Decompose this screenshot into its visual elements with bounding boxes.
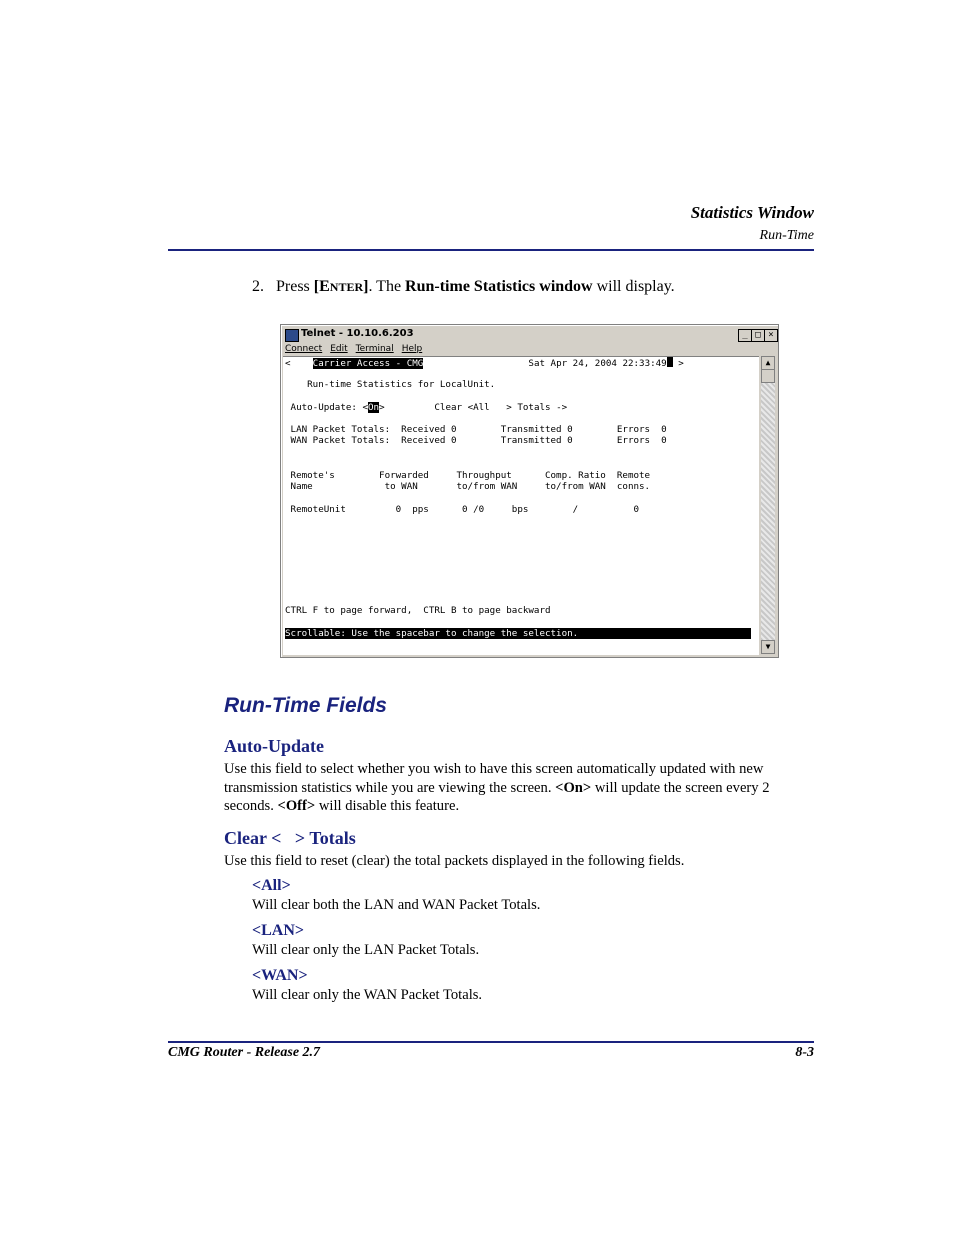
option-wan-desc: Will clear only the WAN Packet Totals. [252,987,483,1003]
menu-edit[interactable]: Edit [330,344,348,354]
terminal-line: Run-time Statistics for LocalUnit. [285,379,496,390]
scroll-down-icon[interactable]: ▼ [761,640,775,654]
system-tag: Carrier Access - CMG [312,358,424,369]
wan-totals-line: WAN Packet Totals: Received 0 Transmitted 0 Errors 0 [285,435,667,446]
option-lan-desc: Will clear only the LAN Packet Totals. [252,942,480,958]
table-header-line: Remote's Forwarded Throughput Comp. Ratio Remote [285,470,651,481]
maximize-button[interactable]: □ [751,329,765,342]
option-lan-label: <LAN> [252,922,305,939]
auto-update-paragraph: Use this field to select whether you wish to have this screen automatically updated with new transmission statistics while you are viewing the screen. <On> will update the screen every 2 seconds. <Off> will disable this feature. [224,761,770,814]
footer-rule [168,1041,814,1043]
minimize-button[interactable]: _ [738,329,752,342]
header-rule [168,249,814,251]
auto-update-heading: Auto-Update [224,736,325,756]
running-header-title: Statistics Window [690,203,814,222]
auto-update-line: Auto-Update: <On> Clear <All > Totals -> [285,402,568,413]
step-instruction: 2. Press [ENTER]. The Run-time Statistics window will display. [252,278,675,295]
terminal-screen[interactable] [283,356,759,655]
scroll-thumb[interactable] [761,369,775,383]
clear-totals-paragraph: Use this field to reset (clear) the total packets displayed in the following fields. [224,853,685,869]
status-bar: Scrollable: Use the spacebar to change the selection. [285,628,751,639]
menu-help[interactable]: Help [401,344,423,354]
telnet-titlebar [283,327,774,343]
paging-hint: CTRL F to page forward, CTRL B to page backward [285,605,551,616]
vertical-scrollbar[interactable] [761,356,775,654]
running-header-subtitle: Run-Time [759,228,814,243]
step-number: 2. [252,278,264,295]
scroll-up-icon[interactable]: ▲ [761,356,775,370]
terminal-line-header: < Carrier Access - CMG Sat Apr 24, 2004 22:33:49 > [285,358,684,369]
menu-connect[interactable]: Connect [285,344,323,354]
telnet-menubar [285,344,430,356]
table-row: RemoteUnit 0 pps 0 /0 bps / 0 [285,504,640,515]
table-header-line: Name to WAN to/from WAN to/from WAN conns. [285,481,651,492]
option-wan-label: <WAN> [252,967,308,984]
telnet-title: Telnet - 10.10.6.203 [301,328,414,339]
section-title: Run-Time Fields [224,694,387,717]
telnet-window [280,324,779,658]
menu-terminal[interactable]: Terminal [355,344,394,354]
clear-totals-heading: Clear < > Totals [224,828,356,848]
auto-update-value[interactable]: On [367,402,380,413]
page-number: 8-3 [795,1045,814,1060]
footer-title: CMG Router - Release 2.7 [168,1045,321,1060]
option-all-label: <All> [252,877,291,894]
lan-totals-line: LAN Packet Totals: Received 0 Transmitted 0 Errors 0 [285,424,667,435]
close-button[interactable]: × [764,329,778,342]
option-all-desc: Will clear both the LAN and WAN Packet Totals. [252,897,541,913]
telnet-app-icon [285,329,299,342]
